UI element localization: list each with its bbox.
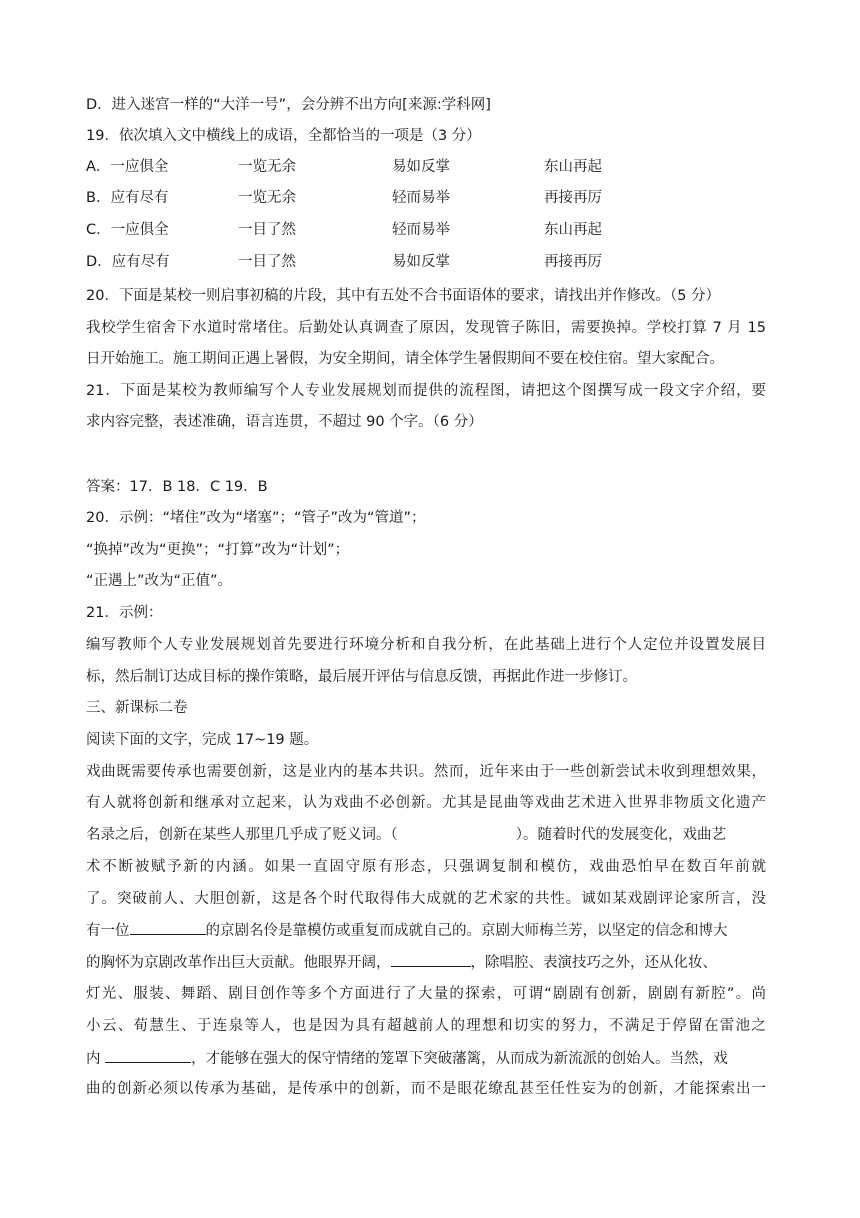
option-label: D．应有尽有 <box>86 254 170 270</box>
option-idiom: 再接再厉 <box>544 254 602 270</box>
option-idiom: 东山再起 <box>544 222 602 238</box>
answer-line: 答案：17．B 18．C 19．B <box>86 479 268 495</box>
section-heading: 三、新课标二卷 <box>86 700 188 716</box>
option-idiom: 再接再厉 <box>544 190 602 206</box>
option-label: B．应有尽有 <box>86 190 169 206</box>
option-idiom: 轻而易举 <box>392 222 450 238</box>
option-row-b <box>86 188 766 208</box>
passage-text: 有一位 <box>86 923 130 939</box>
question-20-text-line: 日开始施工。施工期间正遇上暑假，为安全期间，请全体学生暑假期间不要在校住宿。望大家配合。 <box>86 351 724 367</box>
answer-21-line: 标，然后制订达成目标的操作策略，最后展开评估与信息反馈，再据此作进一步修订。 <box>86 669 637 685</box>
passage-text: 名录之后，创新在某些人那里几乎成了贬义词。（ <box>86 827 398 843</box>
option-idiom: 一目了然 <box>238 222 296 238</box>
answer-21-line: 编写教师个人专业发展规划首先要进行环境分析和自我分析，在此基础上进行个人定位并设置发展目 <box>86 637 766 653</box>
question-21-line: 求内容完整，表述准确，语言连贯，不超过 90 个字。（6 分） <box>86 414 483 430</box>
passage-line: 术不断被赋予新的内涵。如果一直固守原有形态，只强调复制和模仿，戏曲恐怕早在数百年前就 <box>86 859 766 875</box>
option-row-a <box>86 157 766 177</box>
passage-line: 灯光、服装、舞蹈、剧目创作等多个方面进行了大量的探索，可谓“剧剧有创新，剧剧有新腔”。尚 <box>86 986 766 1002</box>
answer-20-line: “正遇上”改为“正值”。 <box>86 573 233 589</box>
passage-line <box>86 1048 728 1069</box>
answer-21-heading: 21．示例： <box>86 605 163 621</box>
answer-20-line: “换掉”改为“更换”；“打算”改为“计划”； <box>86 542 350 558</box>
passage-line <box>86 825 726 845</box>
passage-line <box>86 920 728 941</box>
passage-line: 有人就将创新和继承对立起来，认为戏曲不必创新。尤其是昆曲等戏曲艺术进入世界非物质文化遗产 <box>86 795 766 811</box>
option-d-q18: D．进入迷宫一样的“大洋一号”，会分辨不出方向[来源:学科网] <box>86 97 491 113</box>
reading-instruction: 阅读下面的文字，完成 17~19 题。 <box>86 732 319 748</box>
option-idiom: 东山再起 <box>544 159 602 175</box>
option-label: C．一应俱全 <box>86 222 169 238</box>
question-20: 20．下面是某校一则启事初稿的片段，其中有五处不合书面语体的要求，请找出并作修改。（5 分） <box>86 288 721 304</box>
passage-text: 的京剧名伶是靠模仿或重复而成就自己的。京剧大师梅兰芳，以坚定的信念和博大 <box>205 923 728 939</box>
question-21: 21．下面是某校为教师编写个人专业发展规划而提供的流程图，请把这个图撰写成一段文字介绍，要 <box>86 383 766 399</box>
question-20-text-line: 我校学生宿舍下水道时常堵住。后勤处认真调查了原因，发现管子陈旧，需要换掉。学校打算 7 月 15 <box>86 320 766 336</box>
fill-blank <box>105 1048 191 1063</box>
passage-text: 内 <box>86 1051 106 1067</box>
passage-text: ，除唱腔、表演技巧之外，还从化妆、 <box>470 955 717 971</box>
fill-blank <box>391 952 471 967</box>
option-idiom: 轻而易举 <box>392 190 450 206</box>
passage-text: 的胸怀为京剧改革作出巨大贡献。他眼界开阔， <box>86 955 391 971</box>
option-label: A．一应俱全 <box>86 159 169 175</box>
passage-line: 小云、荀慧生、于连泉等人，也是因为具有超越前人的理想和切实的努力，不满足于停留在雷池之 <box>86 1018 766 1034</box>
passage-text: ）。随着时代的发展变化，戏曲艺 <box>515 827 726 843</box>
passage-line: 了。突破前人、大胆创新，这是各个时代取得伟大成就的艺术家的共性。诚如某戏剧评论家所言，没 <box>86 891 766 907</box>
passage-line: 戏曲既需要传承也需要创新，这是业内的基本共识。然而，近年来由于一些创新尝试未收到理想效果， <box>86 764 766 780</box>
answer-20-line: 20．示例：“堵住”改为“堵塞”；“管子”改为“管道”； <box>86 510 426 526</box>
fill-blank <box>130 920 206 935</box>
option-idiom: 易如反掌 <box>392 159 450 175</box>
option-row-c <box>86 220 766 240</box>
passage-line: 曲的创新必须以传承为基础，是传承中的创新，而不是眼花缭乱甚至任性妄为的创新，才能探索出一 <box>86 1081 766 1097</box>
option-idiom: 一览无余 <box>238 190 296 206</box>
question-19: 19．依次填入文中横线上的成语，全都恰当的一项是（3 分） <box>86 128 481 144</box>
passage-text: ，才能够在强大的保守情绪的笼罩下突破藩篱，从而成为新流派的创始人。当然，戏 <box>191 1051 728 1067</box>
option-row-d <box>86 252 766 272</box>
passage-line <box>86 952 717 973</box>
option-idiom: 易如反掌 <box>392 254 450 270</box>
option-idiom: 一览无余 <box>238 159 296 175</box>
option-idiom: 一目了然 <box>238 254 296 270</box>
